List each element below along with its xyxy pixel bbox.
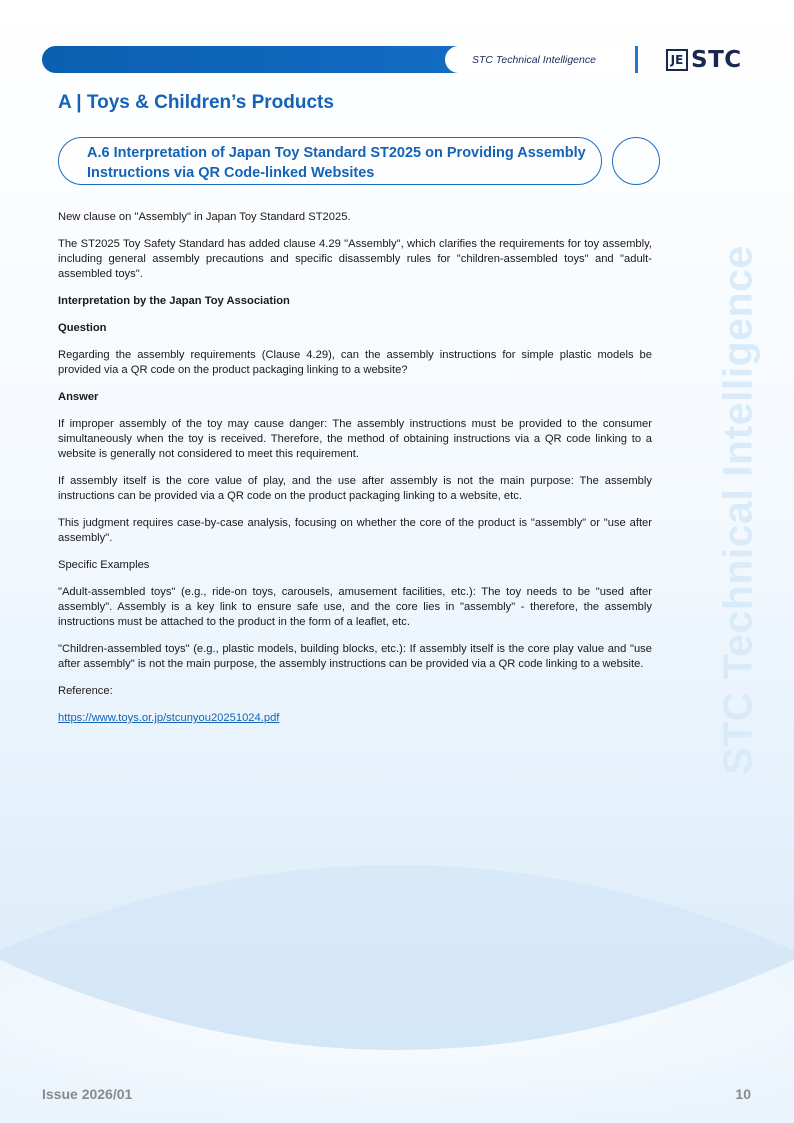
header-tagline-tab <box>445 46 635 73</box>
heading-examples: Specific Examples <box>58 559 150 571</box>
heading-interpretation: Interpretation by the Japan Toy Association <box>58 295 290 307</box>
reference-label: Reference: <box>58 685 113 697</box>
reference-link[interactable]: https://www.toys.or.jp/stcunyou20251024.pdf <box>58 712 280 724</box>
paragraph-example-children: "Children-assembled toys" (e.g., plastic models, building blocks, etc.): If assembly itself is the core play value and "use after assembly" is not the main purpose, the assembly instructions can be provided via a QR code linking to a website. <box>58 643 652 670</box>
decorative-circle <box>612 137 660 185</box>
paragraph-answer-1: If improper assembly of the toy may cause danger: The assembly instructions must be provided to the consumer simultaneously when the toy is received. Therefore, the method of obtaining instructions via a QR code linking to a website is generally not considered to meet this requirement. <box>58 418 652 460</box>
heading-answer: Answer <box>58 391 99 403</box>
paragraph-answer-2: If assembly itself is the core value of play, and the use after assembly is not the main purpose: The assembly instructions can be provided via a QR code on the product packaging linking to a website, etc. <box>58 475 652 502</box>
paragraph-question: Regarding the assembly requirements (Clause 4.29), can the assembly instructions for simple plastic models be provided via a QR code on the product packaging linking to a website? <box>58 349 652 376</box>
paragraph-example-adult: "Adult-assembled toys" (e.g., ride-on toys, carousels, amusement facilities, etc.): The toy needs to be "used after assembly". Assembly is a key link to ensure safe use, and the core lies in "assembly" - therefore, the assembly instructions must be attached to the product in the form of a leaflet, etc. <box>58 586 652 628</box>
header-tagline: STC Technical Intelligence <box>472 53 596 66</box>
section-title: A | Toys & Children’s Products <box>58 92 334 113</box>
paragraph-clause: The ST2025 Toy Safety Standard has added clause 4.29 "Assembly", which clarifies the requirements for toy assembly, including general assembly precautions and specific disassembly rules for "children-assembled toys" and "adult-assembled toys". <box>58 238 652 280</box>
logo-text: STC <box>691 47 742 73</box>
footer-page-number: 10 <box>735 1086 751 1102</box>
paragraph-answer-3: This judgment requires case-by-case analysis, focusing on whether the core of the product is "assembly" or "use after assembly". <box>58 517 652 544</box>
stc-logo <box>666 47 742 73</box>
article-subtitle: A.6 Interpretation of Japan Toy Standard ST2025 on Providing Assembly Instructions via QR Code-linked Websites <box>87 145 586 181</box>
article-body <box>58 210 652 738</box>
footer-issue: Issue 2026/01 <box>42 1086 133 1102</box>
heading-question: Question <box>58 322 107 334</box>
paragraph-intro: New clause on "Assembly" in Japan Toy Standard ST2025. <box>58 211 351 223</box>
side-watermark: STC Technical Intelligence <box>714 245 761 775</box>
logo-mark-icon: JE <box>666 49 688 71</box>
